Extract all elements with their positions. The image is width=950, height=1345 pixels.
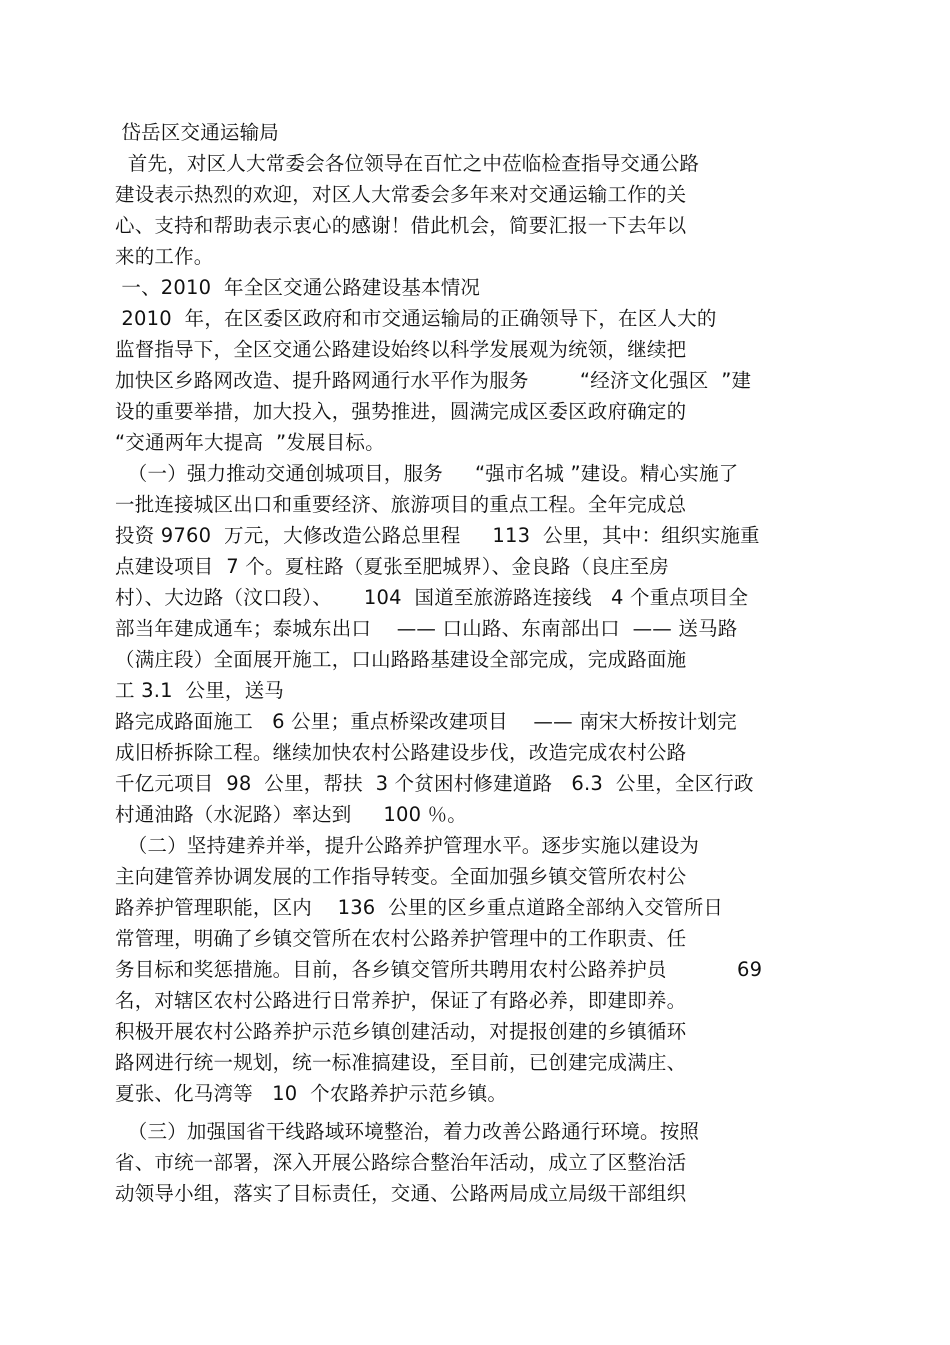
body-line: 成旧桥拆除工程。继续加快农村公路建设步伐，改造完成农村公路 bbox=[115, 741, 687, 764]
body-line: 建设表示热烈的欢迎，对区人大常委会多年来对交通运输工作的关 bbox=[115, 183, 687, 206]
body-line: 路网进行统一规划，统一标准搞建设，至目前，已创建完成满庄、 bbox=[115, 1051, 687, 1074]
body-line: 村通油路（水泥路）率达到 100 ％。 bbox=[115, 803, 468, 826]
body-line: 首先，对区人大常委会各位领导在百忙之中莅临检查指导交通公路 bbox=[115, 152, 700, 175]
body-line: 路完成路面施工 6 公里；重点桥梁改建项目 —— 南宋大桥按计划完 bbox=[115, 710, 737, 733]
subsection-line: （二）坚持建养并举，提升公路养护管理水平。逐步实施以建设为 bbox=[115, 834, 700, 857]
body-line: 来的工作。 bbox=[115, 245, 214, 268]
body-line: 加快区乡路网改造、提升路网通行水平作为服务 “经济文化强区 ”建 bbox=[115, 369, 752, 392]
body-line: 积极开展农村公路养护示范乡镇创建活动，对提报创建的乡镇循环 bbox=[115, 1020, 687, 1043]
body-line: 动领导小组，落实了目标责任，交通、公路两局成立局级干部组织 bbox=[115, 1182, 687, 1205]
body-line: 省、市统一部署，深入开展公路综合整治年活动，成立了区整治活 bbox=[115, 1151, 687, 1174]
subsection-line: （三）加强国省干线路域环境整治，着力改善公路通行环境。按照 bbox=[115, 1120, 700, 1143]
body-line: 村）、大边路（汶口段）、 104 国道至旅游路连接线 4 个重点项目全 bbox=[115, 586, 749, 609]
body-line: 夏张、化马湾等 10 个农路养护示范乡镇。 bbox=[115, 1082, 508, 1105]
body-line: 工 3.1 公里，送马 bbox=[115, 679, 285, 702]
body-line: 投资 9760 万元，大修改造公路总里程 113 公里，其中：组织实施重 bbox=[115, 524, 760, 547]
body-line: 主向建管养协调发展的工作指导转变。全面加强乡镇交管所农村公 bbox=[115, 865, 687, 888]
doc-title-line: 岱岳区交通运输局 bbox=[115, 121, 279, 144]
body-line: 2010 年，在区委区政府和市交通运输局的正确领导下，在区人大的 bbox=[115, 307, 717, 330]
body-line: 心、支持和帮助表示衷心的感谢！借此机会，简要汇报一下去年以 bbox=[115, 214, 687, 237]
body-line: 部当年建成通车；泰城东出口 —— 口山路、东南部出口 —— 送马路 bbox=[115, 617, 738, 640]
body-line: 名，对辖区农村公路进行日常养护，保证了有路必养，即建即养。 bbox=[115, 989, 687, 1012]
body-line: 路养护管理职能，区内 136 公里的区乡重点道路全部纳入交管所日 bbox=[115, 896, 724, 919]
body-line: 点建设项目 7 个。夏柱路（夏张至肥城界）、金良路（良庄至房 bbox=[115, 555, 669, 578]
body-line: 一批连接城区出口和重要经济、旅游项目的重点工程。全年完成总 bbox=[115, 493, 687, 516]
section-heading: 一、2010 年全区交通公路建设基本情况 bbox=[115, 276, 481, 299]
subsection-line: （一）强力推动交通创城项目，服务 “强市名城 ”建设。精心实施了 bbox=[115, 462, 739, 485]
body-line: 千亿元项目 98 公里，帮扶 3 个贫困村修建道路 6.3 公里，全区行政 bbox=[115, 772, 754, 795]
body-line: 设的重要举措，加大投入，强势推进，圆满完成区委区政府确定的 bbox=[115, 400, 687, 423]
body-line: “交通两年大提高 ”发展目标。 bbox=[115, 431, 385, 454]
body-line: 务目标和奖惩措施。目前，各乡镇交管所共聘用农村公路养护员 69 bbox=[115, 958, 763, 981]
body-line: （满庄段）全面展开施工，口山路路基建设全部完成，完成路面施 bbox=[115, 648, 687, 671]
body-line: 监督指导下，全区交通公路建设始终以科学发展观为统领，继续把 bbox=[115, 338, 687, 361]
body-line: 常管理，明确了乡镇交管所在农村公路养护管理中的工作职责、任 bbox=[115, 927, 687, 950]
